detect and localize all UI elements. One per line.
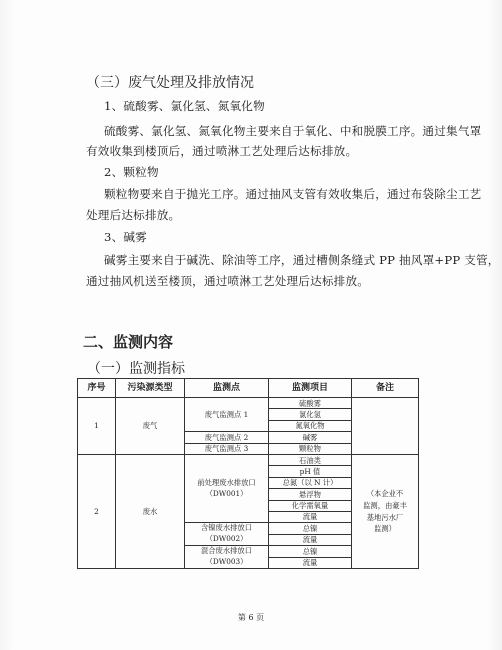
monitoring-item: 石油类 — [269, 454, 352, 465]
point-name: 含镍废水排放口 — [200, 523, 253, 533]
monitoring-item: 流量 — [269, 534, 352, 545]
monitoring-point — [185, 454, 269, 522]
monitoring-point: 废气监测点 1 — [185, 398, 269, 432]
monitoring-item: 总镍 — [269, 546, 352, 557]
monitoring-item: 颗粒物 — [269, 443, 352, 454]
item1-title: 1、硫酸雾、氯化氢、氮氧化物 — [104, 99, 265, 113]
row-number: 2 — [78, 454, 116, 568]
source-type: 废水 — [116, 454, 185, 568]
point-name: 前处理废水排放口 — [197, 477, 256, 487]
remark-line: 基地污水厂 — [366, 512, 404, 522]
item2-paragraph-line2: 处理后达标排放。 — [86, 208, 181, 222]
header-remark: 备注 — [352, 379, 419, 398]
point-code: （DW003） — [205, 557, 248, 567]
point-code: （DW001） — [205, 488, 248, 498]
remark-line: 监测） — [374, 524, 396, 534]
remark-cell-empty — [352, 398, 419, 455]
point-name: 混合废水排放口 — [200, 546, 253, 556]
monitoring-table — [77, 378, 419, 569]
header-item: 监测项目 — [269, 379, 352, 398]
monitoring-item: 氮氧化物 — [269, 420, 352, 431]
table-header-row — [78, 379, 419, 398]
item2-title: 2、颗粒物 — [104, 165, 159, 179]
monitoring-item: 流量 — [269, 557, 352, 568]
subheading-monitoring-indicators: （一）监测指标 — [87, 361, 185, 377]
section-heading-monitoring: 二、监测内容 — [83, 333, 174, 351]
item3-paragraph-line2: 通过抽风机送至楼顶，通过喷淋工艺处理后达标排放。 — [86, 274, 370, 288]
monitoring-item: 流量 — [269, 511, 352, 522]
item3-title: 3、碱雾 — [104, 230, 147, 244]
monitoring-item: 氯化氢 — [269, 409, 352, 420]
monitoring-item: 化学需氧量 — [269, 500, 352, 511]
item1-paragraph-line2: 有效收集到楼顶后，通过喷淋工艺处理后达标排放。 — [86, 144, 358, 158]
remark-line: 监测，由豪丰 — [363, 500, 407, 510]
source-type: 废气 — [116, 398, 185, 455]
table-row — [78, 398, 419, 409]
table-row — [78, 454, 419, 465]
monitoring-item: 总氮（以 N 计） — [269, 477, 352, 488]
remark-cell — [352, 454, 419, 568]
monitoring-point — [185, 523, 269, 546]
item3-paragraph-line1: 碱雾主要来自于碱洗、除油等工序，通过槽侧条缝式 PP 抽风罩+PP 支管， — [104, 253, 500, 267]
remark-line: （本企业不 — [366, 489, 404, 499]
monitoring-item: 悬浮物 — [269, 489, 352, 500]
point-code: （DW002） — [205, 534, 248, 544]
header-source-type: 污染源类型 — [116, 379, 185, 398]
section-heading-exhaust: （三）废气处理及排放情况 — [86, 75, 254, 91]
row-number: 1 — [78, 398, 116, 455]
monitoring-point — [185, 546, 269, 569]
monitoring-item: 碱雾 — [269, 432, 352, 443]
monitoring-item: pH 值 — [269, 466, 352, 477]
monitoring-point: 废气监测点 3 — [185, 443, 269, 454]
item1-paragraph-line1: 硫酸雾、氯化氢、氮氧化物主要来自于氧化、中和脱膜工序。通过集气罩 — [104, 124, 482, 138]
monitoring-item: 硫酸雾 — [269, 398, 352, 409]
header-point: 监测点 — [185, 379, 269, 398]
header-no: 序号 — [78, 379, 116, 398]
page-number: 第 6 页 — [237, 613, 265, 622]
monitoring-item: 总镍 — [269, 523, 352, 534]
item2-paragraph-line1: 颗粒物要来自于抛光工序。通过抽风支管有效收集后，通过布袋除尘工艺 — [104, 187, 482, 201]
monitoring-point: 废气监测点 2 — [185, 432, 269, 443]
